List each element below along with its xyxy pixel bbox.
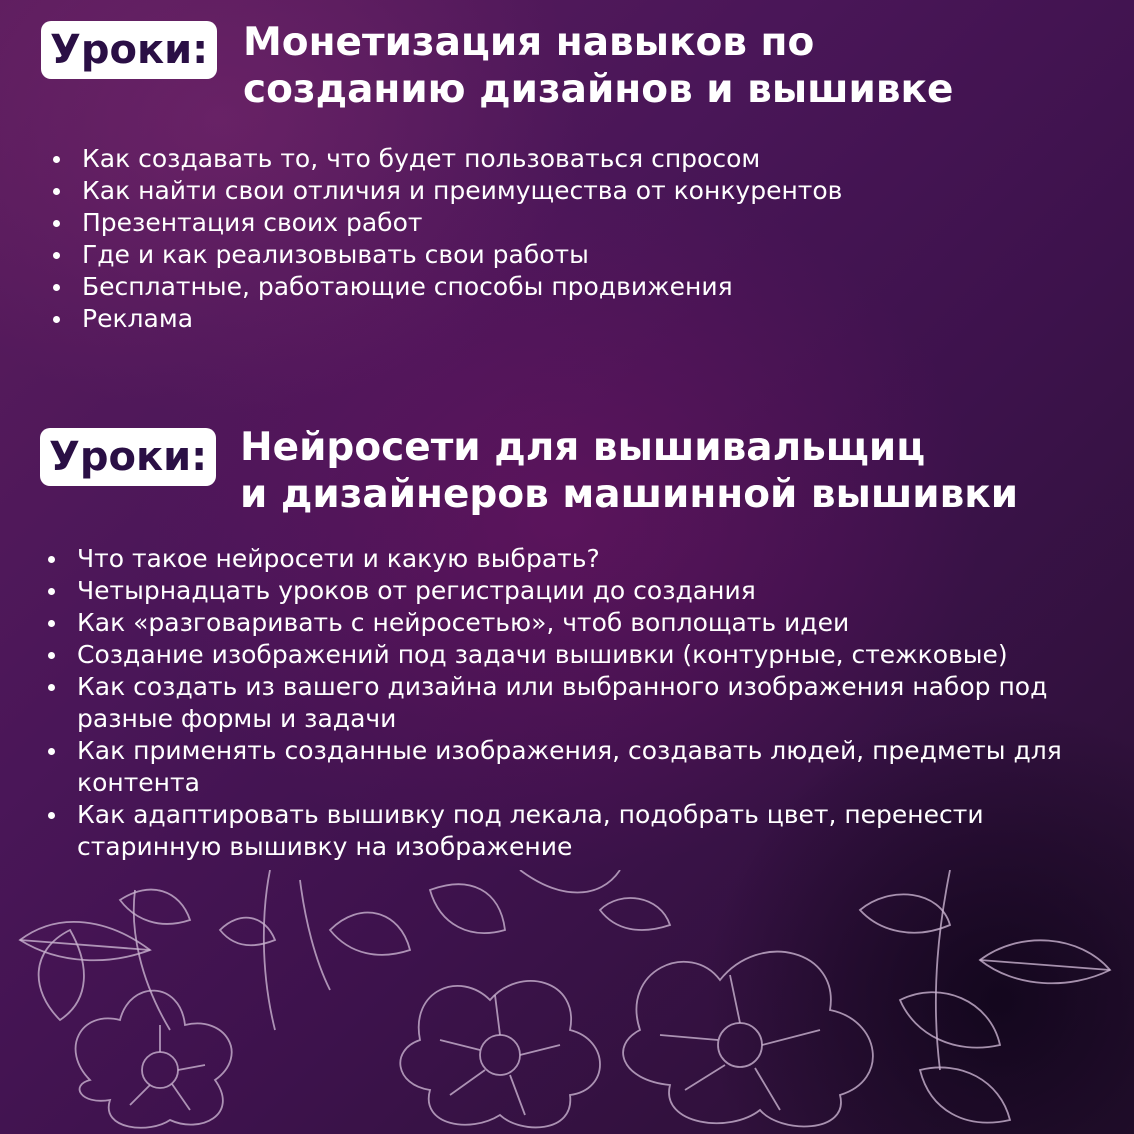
list-item: Что такое нейросети и какую выбрать?: [42, 543, 1102, 575]
list-item: Бесплатные, работающие способы продвижения: [47, 271, 842, 303]
list-item: Как применять созданные изображения, создавать людей, предметы для контента: [42, 735, 1102, 799]
list-item: Реклама: [47, 303, 842, 335]
list-item: Как создать из вашего дизайна или выбранного изображения набор под разные формы и задачи: [42, 671, 1102, 735]
section-title-line2: созданию дизайнов и вышивке: [243, 67, 954, 112]
lessons-badge: Уроки:: [41, 21, 217, 79]
section-title-line2: и дизайнеров машинной вышивки: [240, 472, 1019, 517]
list-item: Где и как реализовывать свои работы: [47, 239, 842, 271]
lesson-list: [42, 543, 1102, 863]
list-item: Как «разговаривать с нейросетью», чтоб воплощать идеи: [42, 607, 1102, 639]
list-item: Как адаптировать вышивку под лекала, подобрать цвет, перенести старинную вышивку на изображение: [42, 799, 1102, 863]
list-item: Создание изображений под задачи вышивки (контурные, стежковые): [42, 639, 1102, 671]
section-title: [240, 424, 1018, 518]
list-item: Презентация своих работ: [47, 207, 842, 239]
lessons-badge: Уроки:: [40, 428, 216, 486]
section-title-line1: Нейросети для вышивальщиц: [240, 425, 926, 470]
list-item: Как найти свои отличия и преимущества от конкурентов: [47, 175, 842, 207]
list-item: Четырнадцать уроков от регистрации до создания: [42, 575, 1102, 607]
floral-decoration-icon: [0, 870, 1134, 1134]
section-title-line1: Монетизация навыков по: [243, 20, 815, 65]
list-item: Как создавать то, что будет пользоваться спросом: [47, 143, 842, 175]
